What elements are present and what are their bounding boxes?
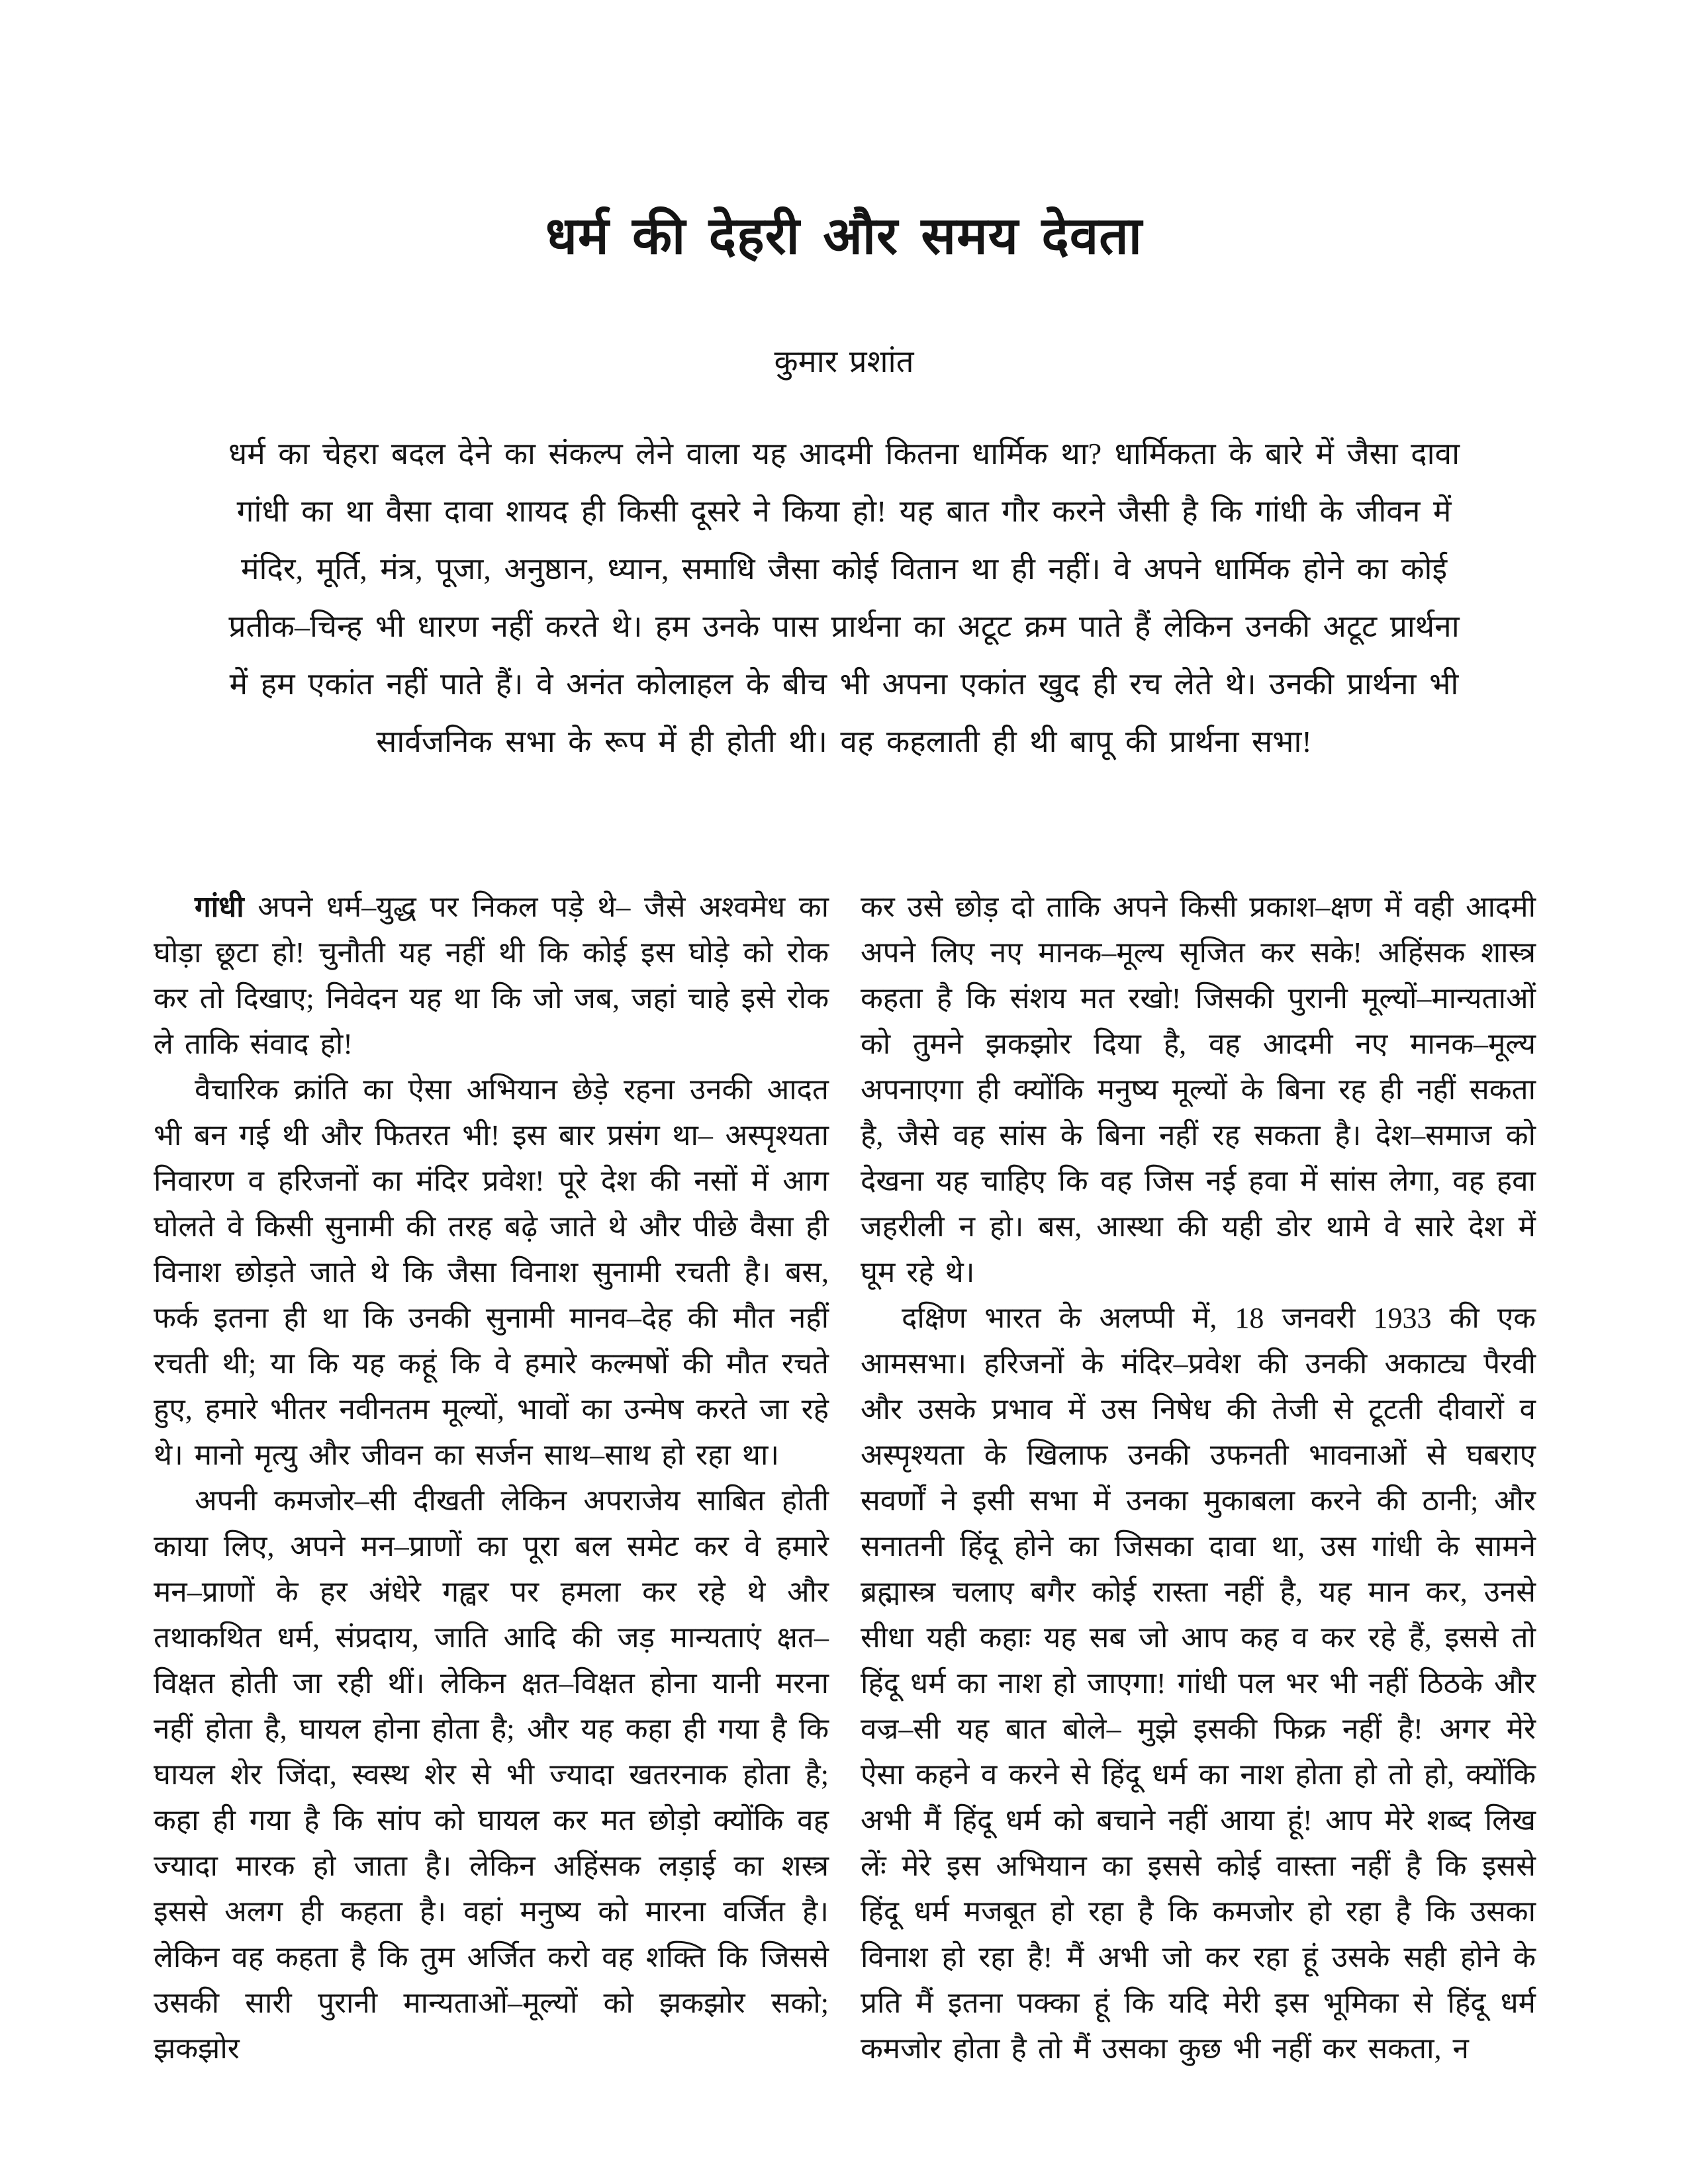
paragraph [154,884,829,1067]
article-title: धर्म की देहरी और समय देवता [545,207,1143,265]
paragraph-text: अपने धर्म–युद्ध पर निकल पड़े थे– जैसे अश्वमेध का घोड़ा छूटा हो! चुनौती यह नहीं थी कि कोई इस घोड़े को रोक कर तो दिखाए; निवेदन यह था कि जो जब, जहां चाहे इसे रोक ले ताकि संवाद हो! [154,891,829,1060]
article-author: कुमार प्रशांत [774,345,914,379]
paragraph: वैचारिक क्रांति का ऐसा अभियान छेड़े रहना उनकी आदत भी बन गई थी और फितरत भी! इस बार प्रसंग था– अस्पृश्यता निवारण व हरिजनों का मंदिर प्रवेश! पूरे देश की नसों में आग घोलते वे किसी सुनामी की तरह बढ़े जाते थे और पीछे वैसा ही विनाश छोड़ते जाते थे कि जैसा विनाश सुनामी रचती है। बस, फर्क इतना ही था कि उनकी सुनामी मानव–देह की मौत नहीं रचती थी; या कि यह कहूं कि वे हमारे कल्मषों की मौत रचते हुए, हमारे भीतर नवीनतम मूल्यों, भावों का उन्मेष करते जा रहे थे। मानो मृत्यु और जीवन का सर्जन साथ–साथ हो रहा था। [154,1073,829,1471]
paragraph-lead: गांधी [195,891,244,923]
paragraph: दक्षिण भारत के अलप्पी में, 18 जनवरी 1933 की एक आमसभा। हरिजनों के मंदिर–प्रवेश की उनकी अकाट्य पैरवी और उसके प्रभाव में उस निषेध की तेजी से टूटती दीवारों व अस्पृश्यता के खिलाफ उनकी उफनती भावनाओं से घबराए सवर्णों ने इसी सभा में उनका मुकाबला करने की ठानी; और सनातनी हिंदू होने का जिसका दावा था, उस गांधी के सामने ब्रह्मास्त्र चलाए बगैर कोई रास्ता नहीं है, यह मान कर, उनसे सीधा यही कहाः यह सब जो आप कह व कर रहे हैं, इससे तो हिंदू धर्म का नाश हो जाएगा! गांधी पल भर भी नहीं ठिठके और वज्र–सी यह बात बोले– मुझे इसकी फिक्र नहीं है! अगर मेरे ऐसा कहने व करने से हिंदू धर्म का नाश होता हो तो हो, क्योंकि अभी मैं हिंदू धर्म को बचाने नहीं आया हूं! आप मेरे शब्द लिख लेंः मेरे इस अभियान का इससे कोई वास्ता नहीं है कि इससे हिंदू धर्म मजबूत हो रहा है कि कमजोर हो रहा है कि उसका विनाश हो रहा है! मैं अभी जो कर रहा हूं उसके सही होने के प्रति मैं इतना पक्का हूं कि यदि मेरी इस भूमिका से हिंदू धर्म कमजोर होता है तो मैं उसका कुछ भी नहीं कर सकता, न [861,1302,1536,2065]
article-intro: धर्म का चेहरा बदल देने का संकल्प लेने वाला यह आदमी कितना धार्मिक था? धार्मिकता के बारे में जैसा दावा गांधी का था वैसा दावा शायद ही किसी दूसरे ने किया हो! यह बात गौर करने जैसी है कि गांधी के जीवन में मंदिर, मूर्ति, मंत्र, पूजा, अनुष्ठान, ध्यान, समाधि जैसा कोई वितान था ही नहीं। वे अपने धार्मिक होने का कोई प्रतीक–चिन्ह भी धारण नहीं करते थे। हम उनके पास प्रार्थना का अटूट क्रम पाते हैं लेकिन उनकी अटूट प्रार्थना में हम एकांत नहीं पाते हैं। वे अनंत कोलाहल के बीच भी अपना एकांत खुद ही रच लेते थे। उनकी प्रार्थना भी सार्वजनिक सभा के रूप में ही होती थी। वह कहलाती ही थी बापू की प्रार्थना सभा! [228,437,1460,758]
paragraph: कर उसे छोड़ दो ताकि अपने किसी प्रकाश–क्षण में वही आदमी अपने लिए नए मानक–मूल्य सृजित कर सके! अहिंसक शास्त्र कहता है कि संशय मत रखो! जिसकी पुरानी मूल्यों–मान्यताओं को तुमने झकझोर दिया है, वह आदमी नए मानक–मूल्य अपनाएगा ही क्योंकि मनुष्य मूल्यों के बिना रह ही नहीं सकता है, जैसे वह सांस के बिना नहीं रह सकता है। देश–समाज को देखना यह चाहिए कि वह जिस नई हवा में सांस लेगा, वह हवा जहरीली न हो। बस, आस्था की यही डोर थामे वे सारे देश में घूम रहे थे। [861,891,1536,1289]
left-column [154,884,829,2071]
paragraph: अपनी कमजोर–सी दीखती लेकिन अपराजेय साबित होती काया लिए, अपने मन–प्राणों का पूरा बल समेट कर वे हमारे मन–प्राणों के हर अंधेरे गह्वर पर हमला कर रहे थे और तथाकथित धर्म, संप्रदाय, जाति आदि की जड़ मान्यताएं क्षत–विक्षत होती जा रही थीं। लेकिन क्षत–विक्षत होना यानी मरना नहीं होता है, घायल होना होता है; और यह कहा ही गया है कि घायल शेर जिंदा, स्वस्थ शेर से भी ज्यादा खतरनाक होता है; कहा ही गया है कि सांप को घायल कर मत छोड़ो क्योंकि वह ज्यादा मारक हो जाता है। लेकिन अहिंसक लड़ाई का शस्त्र इससे अलग ही कहता है। वहां मनुष्य को मारना वर्जित है। लेकिन वह कहता है कि तुम अर्जित करो वह शक्ति कि जिससे उसकी सारी पुरानी मान्यताओं–मूल्यों को झकझोर सको; झकझोर [154,1484,829,2065]
right-column [861,884,1536,2071]
article-columns [154,884,1536,2071]
